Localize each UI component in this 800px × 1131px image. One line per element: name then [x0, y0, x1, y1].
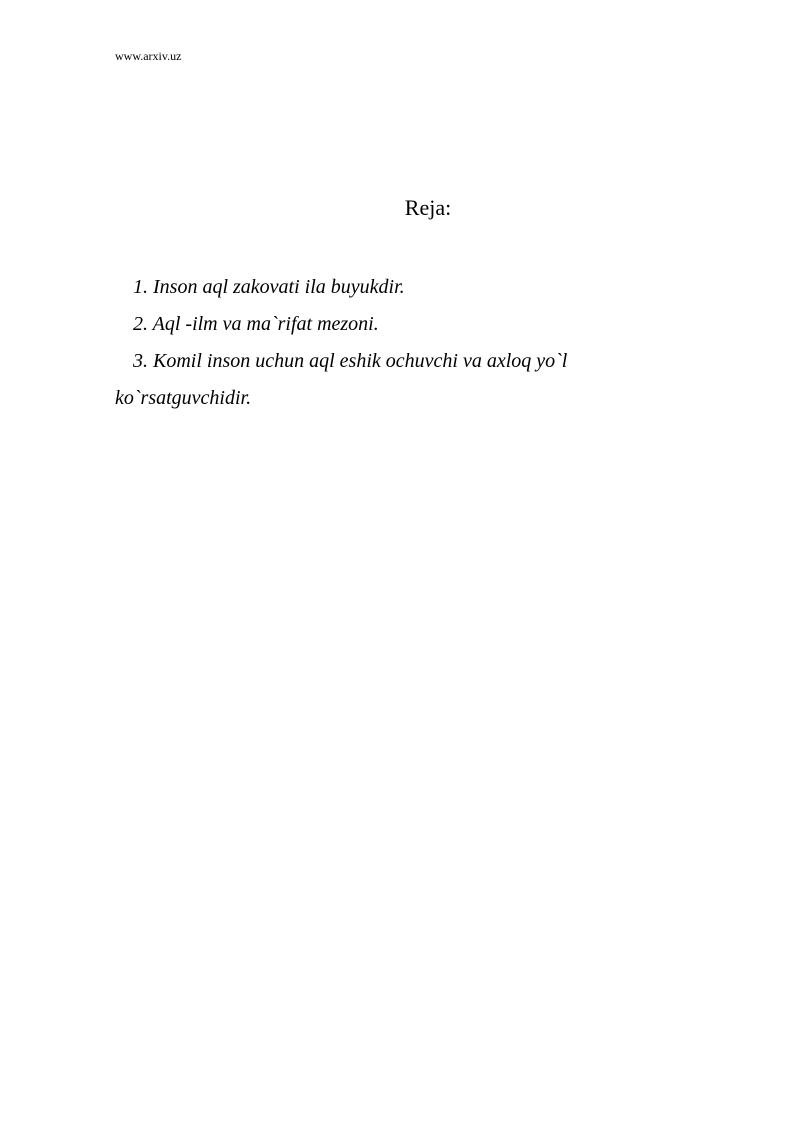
header-url: www.arxiv.uz — [115, 49, 182, 63]
plan-list — [115, 269, 695, 417]
plan-item-1: 1. Inson aql zakovati ila buyukdir. — [133, 276, 405, 298]
plan-item-3: 3. Komil inson uchun aql eshik ochuvchi va axloq yo`l ko`rsatguvchidir. — [115, 350, 568, 409]
plan-title: Reja: — [404, 195, 452, 220]
plan-item-2: 2. Aql -ilm va ma`rifat mezoni. — [133, 313, 379, 335]
